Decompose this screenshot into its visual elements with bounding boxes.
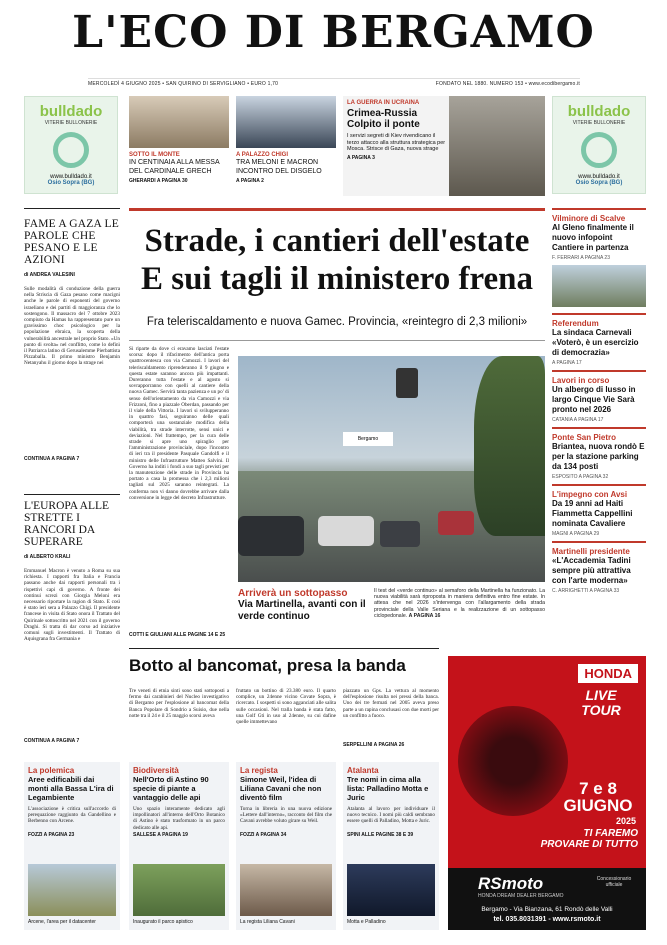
bancomat-col2: fruttato un bottino di 23.380 euro. Il quarto complice, un 24enne vicino Covate Sopra, è ricercato. I sospetti si sono agganciati alle salita sulle occasioni. Nel tralla banda è stata fatto, una Golf Gti in uso al 24enne, su cui dafine quelle immettevano <box>236 688 336 726</box>
main-photo <box>238 356 545 582</box>
tree <box>474 356 545 536</box>
main-article[interactable] <box>129 346 229 638</box>
ad-url: www.bulldado.it <box>578 174 620 180</box>
editorial-byline: di ALBERTO KRALI <box>24 554 71 560</box>
car <box>380 521 420 547</box>
honda-dates: 7 e 8 GIUGNO <box>563 779 633 815</box>
right-title: «L'Accademia Tadini sempre più attrattiva con l'arte moderna» <box>552 556 631 585</box>
ad-url: www.bulldado.it <box>50 174 92 180</box>
divider <box>552 208 646 210</box>
main-subhead: Fra teleriscaldamento e nuova Gamec. Provincia, «reintegro di 2,3 milioni» <box>146 316 528 328</box>
teaser-photo <box>129 96 229 148</box>
dealer-logo: RSmoto <box>478 874 544 893</box>
box-kicker: Atalanta <box>347 766 379 775</box>
bolt-icon <box>581 132 617 168</box>
ad-logo: bulldado <box>567 103 631 120</box>
dealer-sub: HONDA DREAM DEALER BERGAMO <box>478 893 564 899</box>
box-polemica[interactable] <box>24 762 120 930</box>
right-item-4[interactable] <box>552 433 646 480</box>
motorcycle-icon <box>458 706 568 816</box>
teaser-title: Crimea-Russia Colpito il ponte <box>347 108 420 130</box>
ad-sub: VITERIE BULLONERIE <box>44 120 98 126</box>
right-ref: CATANIA A PAGINA 17 <box>552 417 604 423</box>
teaser-body: I servizi segreti di Kiev rivendicano il terzo attacco alla struttura strategica per Mosca. Strisce di Gaza, nuova strage <box>347 133 446 152</box>
main-headline[interactable] <box>129 222 545 298</box>
bancomat-headline[interactable]: Botto al bancomat, presa la banda <box>129 656 406 675</box>
box-caption: La regista Liliana Cavani <box>240 919 295 925</box>
teaser-ref: A PAGINA 3 <box>347 154 375 161</box>
honda-slogan: TI FAREMO PROVARE DI TUTTO <box>540 828 638 850</box>
right-kicker: L'impegno con Avsi <box>552 490 628 499</box>
teaser-photo <box>449 96 545 196</box>
teaser-kicker: A PALAZZO CHIGI <box>236 152 288 158</box>
ad-logo: bulldado <box>39 103 103 120</box>
main-headline-line2: E sui tagli il ministero frena <box>140 261 534 297</box>
editorial-byline: di ANDREA VALESINI <box>24 272 75 278</box>
right-title: Al Gleno finalmente il nuovo infopoint Cantiere in partenza <box>552 223 634 252</box>
box-ref: SALLESE A PAGINA 19 <box>133 832 188 838</box>
right-title: La sindaca Carnevali «Voterò, è un esercizio di democrazia» <box>552 328 639 357</box>
photo-title: Via Martinella, avanti con il verde continuo <box>238 599 366 622</box>
right-ref: ESPOSITO A PAGINA 32 <box>552 474 609 480</box>
teaser-kicker: SOTTO IL MONTE <box>129 152 180 158</box>
right-title: Un albergo di lusso in largo Cinque Vie Sarà pronto nel 2026 <box>552 385 636 414</box>
editorial-continue: CONTINUA A PAGINA 7 <box>24 738 80 744</box>
ad-sub: VITERIE BULLONERIE <box>572 120 626 126</box>
box-ref: SPINI ALLE PAGINE 38 E 39 <box>347 832 414 838</box>
right-item-2[interactable] <box>552 319 646 366</box>
divider <box>129 208 545 211</box>
divider <box>24 494 120 495</box>
box-biodiversita[interactable] <box>129 762 229 930</box>
teaser-title: IN CENTINAIA ALLA MESSA DEL CARDINALE GRECH <box>129 159 220 175</box>
box-title: Tre nomi in cima alla lista: Palladino Motta e Juric <box>347 775 429 802</box>
box-body: Uno spazio interamente dedicato agli impollinatori all'interno dell'Orto Botanico di Astino è stato trasformato in un parco dedicato alle api. <box>133 806 225 831</box>
masthead-title: L'ECO DI BERGAMO <box>72 7 595 58</box>
box-caption: Motta e Palladino <box>347 919 386 925</box>
photo-headline-box[interactable] <box>238 588 368 622</box>
box-kicker: La regista <box>240 766 278 775</box>
right-kicker: Ponte San Pietro <box>552 433 617 442</box>
box-atalanta[interactable] <box>343 762 439 930</box>
main-headline-line1: Strade, i cantieri dell'estate <box>144 223 530 259</box>
box-caption: Arcene, l'area per il datacenter <box>28 919 96 925</box>
right-kicker: Vilminore di Scalve <box>552 214 626 223</box>
right-ref: F. FERRARI A PAGINA 23 <box>552 255 610 261</box>
right-kicker: Lavori in corso <box>552 376 610 385</box>
box-caption: Inaugurato il parco apistico <box>133 919 193 925</box>
car <box>318 516 374 546</box>
box-regista[interactable] <box>236 762 336 930</box>
photo-kicker: Arriverà un sottopasso <box>238 588 348 599</box>
traffic-light-icon <box>396 368 418 398</box>
teaser-ref: GHERARDI A PAGINA 30 <box>129 178 188 184</box>
box-photo <box>347 864 435 916</box>
founded-text[interactable]: FONDATO NEL 1880. NUMERO 153 • www.ecodibergamo.it <box>435 81 580 87</box>
bancomat-col3: piazzato un Gps. La vettura al momento dell'esplosione risulta nei pressi della banca. Uno dei tre fermati nel 2005 aveva preso parte a un rapina conclusasi con due morti per un conflitto a fuoco. <box>343 688 439 719</box>
dealer-official: Concessionario ufficiale <box>596 876 632 888</box>
right-item-6[interactable] <box>552 547 646 594</box>
editorial-body: Sulle modalità di conduzione della guerra nella Striscia di Gaza pesano come macigni anche le parole di esponenti del governo israeliano e dei partiti di maggioranza che lo sostengono. Il massacro del 7 ottobre 2023 compiuto da Hamas ha rappresentato pure un gravissimo choc psicologico per la popolazione ebraica, la scoperta della vulnerabilità ancestrale nel proprio Stato. «Un punto di svolta» nel conflitto, come lo definì il Patriarca latino di Gerusalemme Pierbattista Pizzaballa. Il primo ministro Benjamin Netanyahu il giorno dopo la strage nei <box>24 286 120 367</box>
divider <box>129 340 545 341</box>
right-item-5[interactable] <box>552 490 646 537</box>
honda-brand: HONDA <box>578 664 638 683</box>
main-ref: COTTI E GIULIANI ALLE PAGINE 14 E 25 <box>129 632 226 638</box>
box-photo <box>28 864 116 916</box>
teaser-1[interactable] <box>129 96 229 196</box>
teaser-2[interactable] <box>236 96 336 196</box>
dealer-contact[interactable]: tel. 035.8031391 - www.rsmoto.it <box>493 916 601 923</box>
teaser-ref: A PAGINA 2 <box>236 178 264 184</box>
box-body: L'associazione è critica sull'accordo di perequazione raggiunto da Gandellino e Berbenno con Arcene. <box>28 806 116 825</box>
date-text: MERCOLEDÌ 4 GIUGNO 2025 • SAN QUIRINO DI SERVIGLIANO • EURO 1,70 <box>88 81 279 87</box>
divider <box>552 370 646 372</box>
ad-honda[interactable] <box>448 656 646 868</box>
divider <box>129 648 439 649</box>
divider <box>552 541 646 543</box>
right-ref: C. ARRIGHETTI A PAGINA 33 <box>552 588 620 594</box>
editorial-headline: FAME A GAZA LE PAROLE CHE PESANO E LE AZIONI <box>24 218 119 266</box>
editorial-continue: CONTINUA A PAGINA 7 <box>24 456 80 462</box>
honda-year: 2025 <box>615 816 636 826</box>
ad-rsmoto[interactable] <box>448 868 646 930</box>
photo-ref: A PAGINA 16 <box>408 612 441 619</box>
box-title: Aree edificabili dai monti alla Bassa L'ira di Legambiente <box>28 775 114 802</box>
ad-place: Osio Sopra (BG) <box>575 180 623 186</box>
bolt-icon <box>53 132 89 168</box>
teaser-3[interactable] <box>343 96 545 196</box>
editorial-gaza[interactable] <box>24 218 120 462</box>
box-kicker: Biodiversità <box>133 766 179 775</box>
infopoint-photo <box>552 265 646 307</box>
box-title: Nell'Orto di Astino 90 specie di piante a vantaggio delle api <box>133 775 209 802</box>
box-photo <box>240 864 332 916</box>
editorial-body: Emmanuel Macron è venuto a Roma su sua richiesta. I rapporti fra Italia e Francia passano anche dai rapporti personali tra i rispettivi capi di governo. A fronte dei continui screzi con Giorgia Meloni era necessario riportare la ragion di Stato. E così è stato ieri sera a Palazzo Chigi. Il presidente francese in visita di Stato onora il Trattato del Quirinale sottoscritto nel 2021 con il governo Draghi. Si tratta di dar corso ad iniziative comuni sugli investimenti. Il Trattato di Aquisgrana fra Germania e <box>24 568 120 643</box>
right-title: Brianteа, nuova rondò E per la stazione parking da 134 posti <box>552 442 645 471</box>
ad-bulldado-left[interactable] <box>24 96 118 194</box>
honda-event: LIVE TOUR <box>581 687 621 718</box>
road-sign: Bergamo <box>343 432 393 446</box>
bancomat-col1: Tre veneti di etnia sinti sono stati sottoposti a fermo dai carabinieri del Nucleo investigativo di Bergamo per l'esplosione al bancomat della Banca Popolare di Sondrio a Suisio, due nella notte tra il 24 e il 25 maggio scorsi aveva <box>129 688 229 719</box>
editorial-europa[interactable] <box>24 500 120 744</box>
car <box>238 516 304 556</box>
right-column <box>552 214 646 594</box>
photo-caption <box>374 588 545 628</box>
box-body: Torna in libreria in una nuova edizione «Lettere dall'interno», racconto del film che Cavani avrebbe voluto girare su Weil. <box>240 806 332 825</box>
box-photo <box>133 864 225 916</box>
box-body: Atalanta al lavoro per individuare il nuovo tecnico. I nomi più caldi sembrano essere quelli di Palladino, Motta e Juric. <box>347 806 435 825</box>
teaser-photo <box>236 96 336 148</box>
photo-caption-text: Il test del «verde continuo» al semaforo della Martinella ha funzionato. La nuova viabilità sarà riproposta in maniera definitiva entro fine estate. In attesa che nel 2026 s'intervenga con l'allargamento della strada provinciale della Valle Seriana e la realizzazione di un sottopasso ciclopedonale. <box>374 588 545 619</box>
divider <box>552 427 646 429</box>
right-item-3[interactable] <box>552 376 646 423</box>
divider <box>552 484 646 486</box>
teaser-kicker: LA GUERRA IN UCRAINA <box>347 100 420 106</box>
right-kicker: Referendum <box>552 319 599 328</box>
right-item-1[interactable] <box>552 214 646 307</box>
box-kicker: La polemica <box>28 766 75 775</box>
divider <box>552 313 646 315</box>
box-title: Simone Weil, l'idea di Liliana Cavani che non diventò film <box>240 775 322 802</box>
ad-bulldado-right[interactable] <box>552 96 646 194</box>
box-ref: FOZZI A PAGINA 23 <box>28 832 75 838</box>
main-body: Si riparte da dove ci eravamo lasciati l'estate scorsa: dopo il rifacimento dell'antica porta quattrocentesca con via Camozzi. I lavori del teleriscaldamento riprenderanno il 9 giugno e questa estate saranno ancora più impattanti. Dureranno tutta l'estate e al agosto si sovrapporranno con quelli al cantiere della nuova Gamec. Servirà tanta pazienza e un po' di senso dell'orientamento da via Camozzi e via Frizzoni, fino a piazzale Oberdan, passando per il viale della Vittoria. I lavori si svilupperanno in quattro fasi, seguiranno delle quali comporterà una sostanziale modifica della viabilità, tra strade interrotte, sensi unici e deviazioni. Nel frattempo, per la cura delle strade si apre uno spiraglio per l'amministrazione provinciale, dopo l'incontro di ieri tra il presidente Pasquale Gandolfi e il ministro delle Infrastrutture Matteo Salvini. Il Governo ha inditi i fondi a suo tagli previsti per la manutenzione delle strade in Provincia ha portato a casa la promessa che i 2,3 milioni tagliati sul 2025 saranno reintegrati. La conferma non vi danno dovrebbe arrivare dalla conversione in legge del decreto Infrastrutture. <box>129 346 229 501</box>
editorial-headline: L'EUROPA ALLE STRETTE I RANCORI DA SUPERARE <box>24 500 110 548</box>
dateline <box>88 78 580 87</box>
right-title: Da 19 anni ad Haiti Fiammetta Cappellini nominata Cavaliere <box>552 499 633 528</box>
right-ref: A PAGINA 17 <box>552 360 582 366</box>
car <box>438 511 474 535</box>
ad-place: Osio Sopra (BG) <box>47 180 95 186</box>
right-ref: MAGNI A PAGINA 29 <box>552 531 600 537</box>
bancomat-ref: SERPELLINI A PAGINA 26 <box>343 742 405 748</box>
teaser-title: TRA MELONI E MACRON INCONTRO DEL DISGELO <box>236 159 322 175</box>
box-ref: FOZZI A PAGINA 34 <box>240 832 287 838</box>
divider <box>24 208 120 209</box>
dealer-address: Bergamo - Via Bianzana, 61 Rondò delle Valli <box>481 906 613 913</box>
right-kicker: Martinelli presidente <box>552 547 630 556</box>
